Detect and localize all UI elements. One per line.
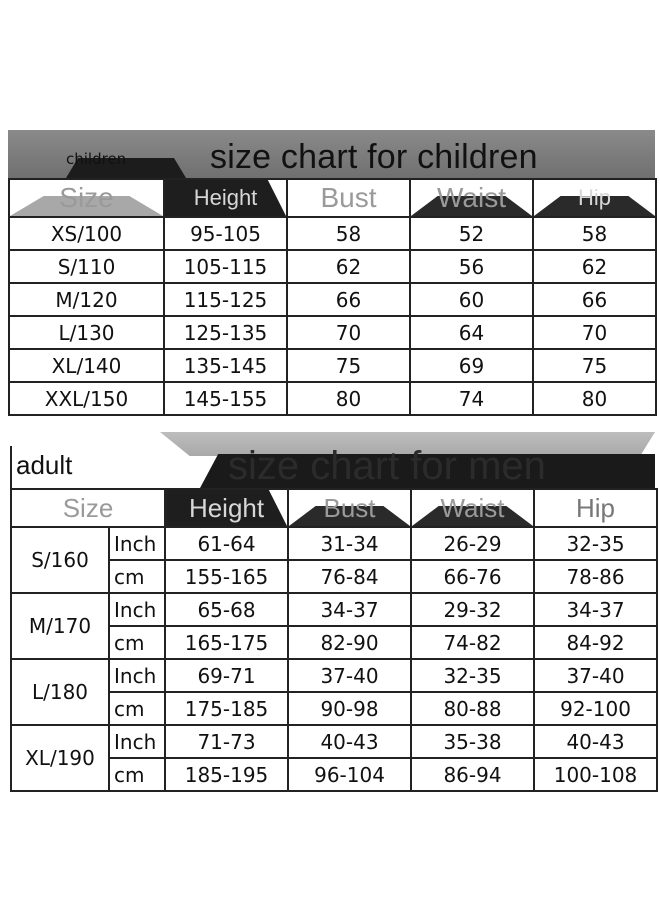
children-cell-size: XS/100	[9, 217, 164, 250]
adult-table-row	[11, 725, 657, 758]
adult-cell-unit: Inch	[109, 659, 165, 692]
children-cell-hip: 58	[533, 217, 656, 250]
children-cell-bust: 70	[287, 316, 410, 349]
adult-cell-unit: cm	[109, 626, 165, 659]
children-size-table	[8, 178, 657, 416]
adult-cell-hip: 34-37	[534, 593, 657, 626]
children-cell-size: L/130	[9, 316, 164, 349]
children-header-height	[164, 179, 287, 217]
adult-cell-bust: 90-98	[288, 692, 411, 725]
children-cell-bust: 66	[287, 283, 410, 316]
children-table-row	[9, 349, 656, 382]
children-table-row	[9, 382, 656, 415]
adult-cell-height: 65-68	[165, 593, 288, 626]
children-cell-waist: 69	[410, 349, 533, 382]
adult-cell-height: 185-195	[165, 758, 288, 791]
children-header-hip-label: Hip	[577, 185, 611, 210]
adult-band-label: adult	[16, 450, 73, 480]
adult-cell-height: 155-165	[165, 560, 288, 593]
adult-table-row	[11, 659, 657, 692]
adult-header-bust-label: Bust	[323, 492, 376, 523]
adult-cell-waist: 86-94	[411, 758, 534, 791]
adult-cell-bust: 34-37	[288, 593, 411, 626]
children-cell-size: XL/140	[9, 349, 164, 382]
adult-cell-waist: 66-76	[411, 560, 534, 593]
adult-cell-size: L/180	[11, 659, 109, 725]
children-cell-hip: 66	[533, 283, 656, 316]
adult-cell-bust: 31-34	[288, 527, 411, 560]
adult-cell-height: 61-64	[165, 527, 288, 560]
adult-cell-waist: 35-38	[411, 725, 534, 758]
children-cell-bust: 62	[287, 250, 410, 283]
children-cell-height: 95-105	[164, 217, 287, 250]
adult-cell-height: 71-73	[165, 725, 288, 758]
children-cell-size: M/120	[9, 283, 164, 316]
children-header-waist	[410, 179, 533, 217]
adult-cell-height: 175-185	[165, 692, 288, 725]
adult-header-height-label: Height	[188, 492, 265, 523]
adult-cell-size: M/170	[11, 593, 109, 659]
adult-size-table	[10, 488, 658, 792]
adult-table-row	[11, 527, 657, 560]
children-cell-height: 105-115	[164, 250, 287, 283]
children-cell-height: 145-155	[164, 382, 287, 415]
children-cell-height: 135-145	[164, 349, 287, 382]
adult-chart-title: size chart for men	[228, 444, 546, 488]
adult-cell-height: 69-71	[165, 659, 288, 692]
children-band-label: children	[66, 150, 127, 168]
adult-cell-bust: 96-104	[288, 758, 411, 791]
children-cell-hip: 80	[533, 382, 656, 415]
adult-header-bust	[288, 489, 411, 527]
adult-cell-hip: 100-108	[534, 758, 657, 791]
adult-header-size	[11, 489, 165, 527]
adult-cell-unit: cm	[109, 692, 165, 725]
adult-cell-waist: 29-32	[411, 593, 534, 626]
adult-header-row	[11, 489, 657, 527]
children-table-row	[9, 217, 656, 250]
adult-cell-hip: 32-35	[534, 527, 657, 560]
adult-header-height	[165, 489, 288, 527]
children-table-row	[9, 283, 656, 316]
adult-cell-bust: 82-90	[288, 626, 411, 659]
adult-cell-size: XL/190	[11, 725, 109, 791]
adult-cell-waist: 80-88	[411, 692, 534, 725]
children-size-chart	[0, 130, 660, 414]
children-header-bust-label: Bust	[320, 182, 377, 213]
adult-cell-hip: 92-100	[534, 692, 657, 725]
children-header-size	[9, 179, 164, 217]
adult-cell-unit: cm	[109, 758, 165, 791]
children-chart-title: size chart for children	[210, 138, 538, 176]
children-cell-waist: 52	[410, 217, 533, 250]
children-cell-height: 115-125	[164, 283, 287, 316]
adult-cell-waist: 32-35	[411, 659, 534, 692]
children-header-height-label: Height	[193, 185, 258, 210]
adult-cell-bust: 76-84	[288, 560, 411, 593]
children-header-hip	[533, 179, 656, 217]
adult-cell-hip: 37-40	[534, 659, 657, 692]
adult-table-body	[11, 527, 657, 791]
children-table-row	[9, 250, 656, 283]
children-cell-size: XXL/150	[9, 382, 164, 415]
children-header-waist-label: Waist	[437, 182, 506, 213]
adult-header-waist-label: Waist	[440, 492, 505, 523]
adult-cell-size: S/160	[11, 527, 109, 593]
adult-cell-height: 165-175	[165, 626, 288, 659]
adult-size-chart	[0, 432, 660, 787]
adult-cell-waist: 74-82	[411, 626, 534, 659]
children-header-bust	[287, 179, 410, 217]
children-cell-bust: 80	[287, 382, 410, 415]
adult-cell-waist: 26-29	[411, 527, 534, 560]
children-header-size-label: Size	[59, 182, 114, 213]
children-header-row	[9, 179, 656, 217]
adult-header-hip	[534, 489, 657, 527]
children-table-body	[9, 217, 656, 415]
adult-cell-hip: 84-92	[534, 626, 657, 659]
children-cell-waist: 60	[410, 283, 533, 316]
adult-header-size-label: Size	[62, 492, 114, 523]
adult-table-row	[11, 593, 657, 626]
adult-cell-hip: 40-43	[534, 725, 657, 758]
children-cell-size: S/110	[9, 250, 164, 283]
children-cell-hip: 75	[533, 349, 656, 382]
children-cell-hip: 70	[533, 316, 656, 349]
children-cell-bust: 75	[287, 349, 410, 382]
children-cell-bust: 58	[287, 217, 410, 250]
adult-cell-bust: 37-40	[288, 659, 411, 692]
children-cell-height: 125-135	[164, 316, 287, 349]
adult-cell-unit: Inch	[109, 593, 165, 626]
children-cell-hip: 62	[533, 250, 656, 283]
adult-header-waist	[411, 489, 534, 527]
adult-cell-bust: 40-43	[288, 725, 411, 758]
children-cell-waist: 56	[410, 250, 533, 283]
adult-cell-unit: Inch	[109, 725, 165, 758]
adult-cell-unit: cm	[109, 560, 165, 593]
children-table-row	[9, 316, 656, 349]
adult-cell-unit: Inch	[109, 527, 165, 560]
adult-header-hip-label: Hip	[576, 492, 616, 523]
children-cell-waist: 64	[410, 316, 533, 349]
adult-cell-hip: 78-86	[534, 560, 657, 593]
children-cell-waist: 74	[410, 382, 533, 415]
